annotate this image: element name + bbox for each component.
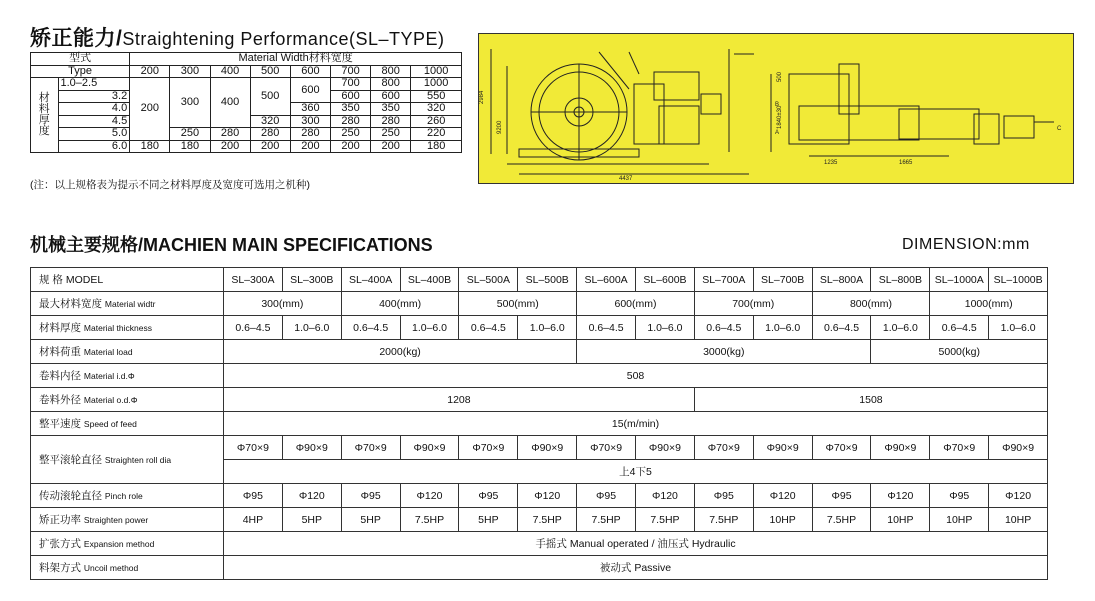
spec-cell: 7.5HP [577,508,636,532]
spec-row-label-en: Material o.d.Φ [83,395,138,405]
spec-cell: 7.5HP [812,508,871,532]
performance-cell: 300 [170,78,210,128]
spec-cell: Φ120 [518,484,577,508]
performance-cell: 200 [290,140,330,153]
spec-cell: 10HP [871,508,930,532]
performance-cell: 400 [210,78,250,128]
spec-row [31,484,1048,508]
spec-cell: Φ70×9 [577,436,636,460]
thickness-label [31,78,59,153]
performance-table [30,52,462,153]
performance-title-cn: 矫正能力/ [30,27,123,50]
spec-cell: 0.6–4.5 [224,316,283,340]
thickness-value: 4.0 [58,103,130,116]
spec-row-label [31,484,224,508]
spec-cell: Φ70×9 [224,436,283,460]
spec-row-label-cn: 最大材料宽度 [39,298,102,310]
performance-cell: 220 [411,128,462,141]
spec-row-label-cn: 料架方式 [39,562,81,574]
spec-cell: Φ95 [930,484,989,508]
spec-cell: Φ95 [341,484,400,508]
spec-cell: 5000(kg) [871,340,1048,364]
performance-cell: 350 [371,103,411,116]
performance-cell: 280 [210,128,250,141]
performance-cell: 280 [330,115,370,128]
spec-cell: Φ90×9 [871,436,930,460]
performance-cell: 280 [371,115,411,128]
spec-cell: 1.0–6.0 [518,316,577,340]
thickness-value: 1.0–2.5 [58,78,130,91]
performance-cell: 200 [330,140,370,153]
width-value: 700 [330,65,370,78]
performance-cell: 800 [371,78,411,91]
spec-cell: 1.0–6.0 [871,316,930,340]
spec-row-label-cn: 材料厚度 [39,322,81,334]
spec-row [31,364,1048,388]
spec-cell: 4HP [224,508,283,532]
model-name: SL–800A [812,268,871,292]
spec-row-label [31,436,224,484]
spec-cell: 1.0–6.0 [753,316,812,340]
model-name: SL–400A [341,268,400,292]
spec-row-label-en: Expansion method [83,539,155,549]
spec-cell: Φ120 [871,484,930,508]
performance-cell: 500 [250,78,290,116]
spec-cell: 500(mm) [459,292,577,316]
spec-row-label-en: Material i.d.Φ [83,371,135,381]
spec-cell: Φ95 [694,484,753,508]
spec-row-label [31,292,224,316]
spec-row-label-cn: 整平速度 [39,418,81,430]
performance-note: (注：以上规格表为提示不同之材料厚度及宽度可选用之机种) [30,179,310,191]
spec-cell: 上4下5 [224,460,1048,484]
thickness-label-char: 度 [38,125,50,137]
thickness-label-char: 料 [38,103,50,115]
dim-c: C [1057,126,1062,132]
thickness-label-char: 厚 [38,114,50,126]
spec-cell: 被动式 Passive [224,556,1048,580]
spec-cell: 10HP [989,508,1048,532]
spec-row-label-en: Uncoil method [83,563,139,573]
spec-row [31,316,1048,340]
spec-row-label-cn: 传动滚轮直径 [39,490,102,502]
spec-cell: Φ120 [282,484,341,508]
spec-row-label-cn: 卷料外径 [39,394,81,406]
performance-cell: 180 [130,140,170,153]
spec-row-label-en: Material widtr [104,299,156,309]
machine-drawing-svg [479,34,1073,183]
spec-cell: 7.5HP [694,508,753,532]
spec-row [31,412,1048,436]
spec-cell: 1.0–6.0 [400,316,459,340]
spec-row-label-en: Material thickness [83,323,152,333]
width-value: 800 [371,65,411,78]
spec-cell: Φ90×9 [636,436,695,460]
width-value: 400 [210,65,250,78]
spec-cell: 0.6–4.5 [930,316,989,340]
spec-cell: 0.6–4.5 [694,316,753,340]
spec-cell: 1508 [694,388,1047,412]
spec-cell: 0.6–4.5 [812,316,871,340]
spec-cell: Φ70×9 [694,436,753,460]
dim-d4: 1235 [824,160,838,166]
spec-title: 机械主要规格/MACHIEN MAIN SPECIFICATIONS [30,235,433,255]
performance-cell: 200 [371,140,411,153]
spec-cell: 2000(kg) [224,340,577,364]
spec-cell: 0.6–4.5 [341,316,400,340]
spec-cell: 5HP [282,508,341,532]
spec-cell: 1.0–6.0 [989,316,1048,340]
spec-row [31,508,1048,532]
spec-cell: Φ90×9 [400,436,459,460]
performance-cell: 250 [330,128,370,141]
dimension-unit: DIMENSION:mm [902,236,1030,253]
dim-d2: 9200 [497,120,503,134]
thickness-value: 5.0 [58,128,130,141]
model-name: SL–600B [636,268,695,292]
spec-cell: 700(mm) [694,292,812,316]
performance-cell: 280 [250,128,290,141]
machine-drawing [478,33,1074,184]
model-name: SL–1000B [989,268,1048,292]
spec-cell: Φ120 [989,484,1048,508]
spec-cell: Φ95 [224,484,283,508]
performance-cell: 180 [411,140,462,153]
spec-cell: Φ95 [577,484,636,508]
spec-cell: 7.5HP [400,508,459,532]
thickness-value: 4.5 [58,115,130,128]
spec-cell: 1208 [224,388,695,412]
spec-row-label [31,412,224,436]
performance-cell: 180 [170,140,210,153]
spec-row-label-cn: 扩张方式 [39,538,81,550]
spec-row-label [31,556,224,580]
spec-cell: 508 [224,364,1048,388]
spec-cell: Φ120 [753,484,812,508]
spec-cell: 手摇式 Manual operated / 油压式 Hydraulic [224,532,1048,556]
spec-row [31,556,1048,580]
spec-row-label [31,364,224,388]
performance-cell: 700 [330,78,370,91]
spec-cell: 1.0–6.0 [636,316,695,340]
model-name: SL–700A [694,268,753,292]
spec-row-label-en: Speed of feed [83,419,137,429]
performance-cell: 200 [250,140,290,153]
spec-cell: 1000(mm) [930,292,1048,316]
spec-row-label [31,316,224,340]
spec-cell: Φ95 [459,484,518,508]
performance-cell: 600 [290,78,330,103]
spec-cell: Φ120 [636,484,695,508]
spec-cell: 600(mm) [577,292,695,316]
spec-cell: 7.5HP [636,508,695,532]
spec-cell: Φ95 [812,484,871,508]
spec-row-label-cn: 矫正功率 [39,514,81,526]
dim-d1: 2984 [479,90,485,104]
width-value: 1000 [411,65,462,78]
type-header-en: Type [31,65,130,78]
thickness-label-char: 材 [38,92,50,104]
spec-cell: 3000(kg) [577,340,871,364]
spec-cell: 400(mm) [341,292,459,316]
spec-cell: 10HP [930,508,989,532]
spec-cell: 5HP [459,508,518,532]
spec-cell: 5HP [341,508,400,532]
spec-row-label [31,340,224,364]
spec-row [31,388,1048,412]
thickness-row [31,128,462,141]
spec-cell: 0.6–4.5 [577,316,636,340]
performance-cell: 320 [411,103,462,116]
performance-cell: 250 [170,128,210,141]
spec-cell: Φ90×9 [518,436,577,460]
spec-row-label [31,388,224,412]
spec-row [31,532,1048,556]
model-name: SL–500A [459,268,518,292]
performance-cell: 320 [250,115,290,128]
width-value: 500 [250,65,290,78]
performance-cell: 600 [330,90,370,103]
spec-row-label-en: Pinch role [104,491,143,501]
performance-cell: 350 [330,103,370,116]
spec-cell: Φ70×9 [459,436,518,460]
spec-cell: 300(mm) [224,292,342,316]
performance-cell: 600 [371,90,411,103]
model-name: SL–1000A [930,268,989,292]
width-value: 300 [170,65,210,78]
spec-cell: Φ70×9 [930,436,989,460]
performance-cell: 200 [130,78,170,141]
model-name: SL–500B [518,268,577,292]
dim-d7: 500 [777,71,783,82]
width-value: 600 [290,65,330,78]
spec-cell: 10HP [753,508,812,532]
performance-cell: 550 [411,90,462,103]
model-name: SL–700B [753,268,812,292]
spec-cell: Φ120 [400,484,459,508]
spec-cell: Φ70×9 [812,436,871,460]
spec-row-label-cn: 整平滚轮直径 [39,454,102,466]
thickness-row [31,78,462,91]
thickness-value: 6.0 [58,140,130,153]
spec-cell: 7.5HP [518,508,577,532]
spec-cell: 800(mm) [812,292,930,316]
spec-row-label [31,508,224,532]
spec-row-label-cn: 卷料内径 [39,370,81,382]
dim-d5: 1665 [899,160,913,166]
spec-cell: Φ90×9 [753,436,812,460]
width-header: Material Width材料宽度 [130,53,462,66]
spec-row [31,340,1048,364]
model-name: SL–800B [871,268,930,292]
performance-title [30,22,445,52]
spec-row [31,436,1048,460]
model-name: SL–300A [224,268,283,292]
performance-cell: 260 [411,115,462,128]
performance-cell: 200 [210,140,250,153]
spec-table [30,267,1048,580]
spec-cell: 1.0–6.0 [282,316,341,340]
dim-b: B [775,102,780,108]
model-row [31,268,1048,292]
dim-d6: 1840±30 [777,105,783,129]
spec-row-label-en: Material load [83,347,133,357]
performance-cell: 1000 [411,78,462,91]
spec-cell: 0.6–4.5 [459,316,518,340]
model-name: SL–300B [282,268,341,292]
spec-row-label [31,532,224,556]
type-header-cn: 型式 [31,53,130,66]
spec-cell: Φ90×9 [989,436,1048,460]
model-name: SL–600A [577,268,636,292]
spec-row-label-cn: 材料荷重 [39,346,81,358]
spec-cell: Φ70×9 [341,436,400,460]
performance-cell: 360 [290,103,330,116]
spec-cell: 15(m/min) [224,412,1048,436]
dim-d3: 4437 [619,176,633,182]
performance-cell: 250 [371,128,411,141]
spec-cell: Φ90×9 [282,436,341,460]
spec-row-label-en: Straighten roll dia [104,455,172,465]
spec-row-label-en: Straighten power [83,515,149,525]
spec-row [31,292,1048,316]
model-label: 规 格 MODEL [31,268,224,292]
performance-cell: 280 [290,128,330,141]
width-value: 200 [130,65,170,78]
performance-title-en: Straightening Performance(SL–TYPE) [122,29,445,49]
dim-a: A [775,130,780,136]
model-name: SL–400B [400,268,459,292]
performance-cell: 300 [290,115,330,128]
thickness-row [31,140,462,153]
thickness-value: 3.2 [58,90,130,103]
